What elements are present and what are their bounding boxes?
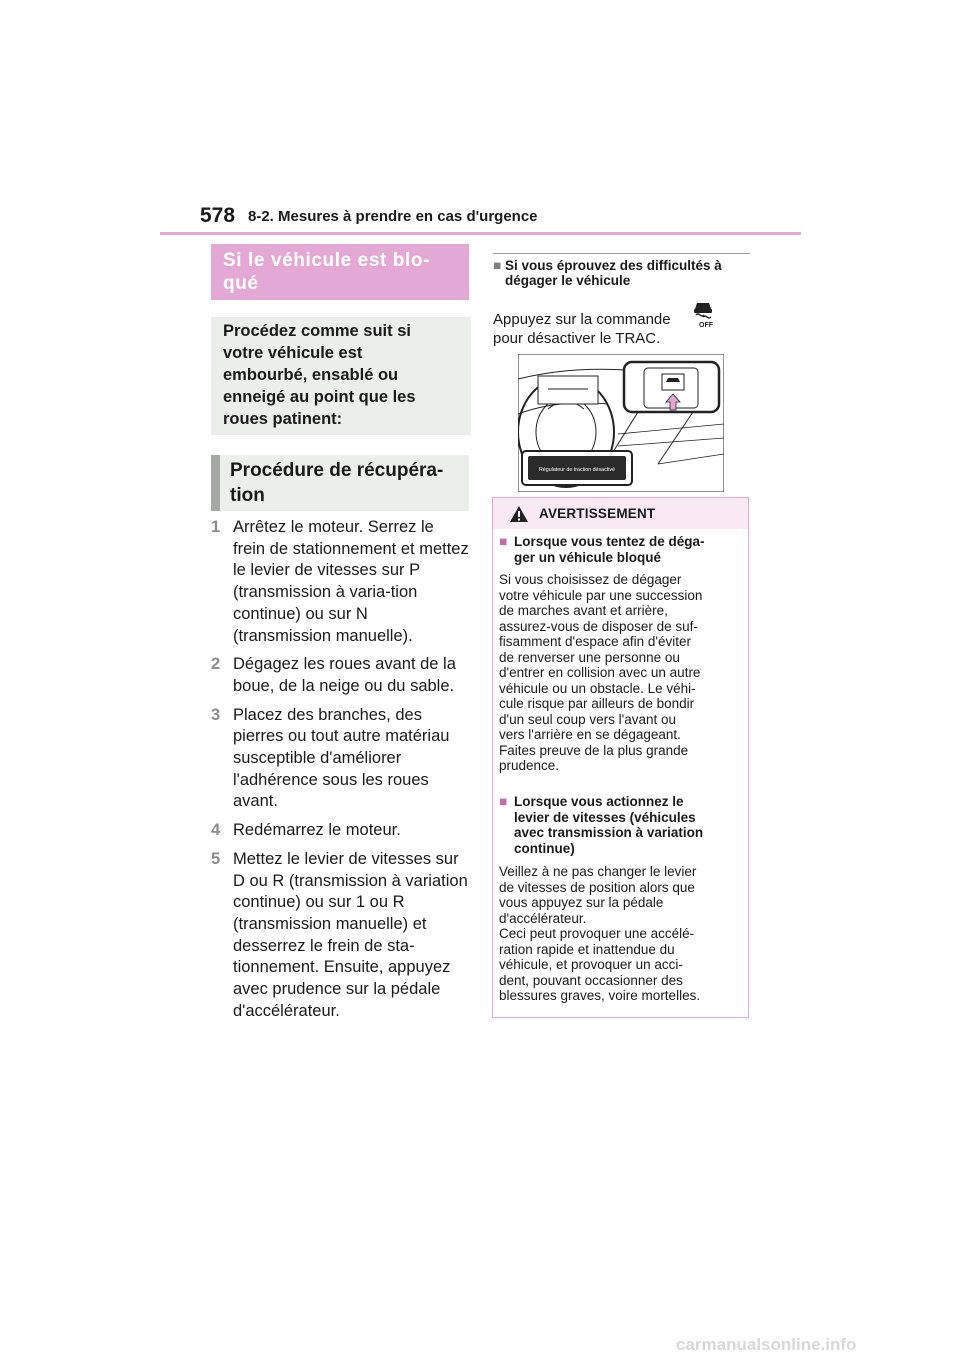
trac-label: Régulateur de traction désactivé bbox=[539, 467, 615, 473]
right-column-divider bbox=[493, 253, 750, 254]
square-bullet-icon: ■ bbox=[493, 258, 502, 273]
step-number: 4 bbox=[211, 821, 221, 840]
step-text: Mettez le levier de vitesses sur D ou R (transmission à variation continue) ou sur 1 ou R (transmission manuelle) et desserrez le frein de sta-tionnement. Ensuite, appuyez avec prudence sur la pédale d'accélérateur. bbox=[233, 849, 468, 1020]
procedure-heading-text: Procédure de récupéra- tion bbox=[230, 460, 444, 506]
warning-heading-shift bbox=[499, 794, 744, 856]
square-bullet-icon: ■ bbox=[499, 794, 508, 809]
trac-switch-illustration bbox=[518, 354, 724, 492]
page-number: 578 bbox=[200, 204, 236, 227]
warning-paragraph-stuck: Si vous choisissez de dégager votre véhicule par une succession de marches avant et arrière, assurez-vous de disposer de suf- fisamment d'espace afin d'éviter de renverser une personne ou d'entrer en collision avec un autre véhicule ou un obstacle. Le véhi- cule risque par ailleurs de bondir d'un seul coup vers l'avant ou vers l'arrière en se dégageant. Faites preuve de la plus grande prudence. bbox=[499, 572, 703, 773]
difficulty-heading bbox=[493, 258, 751, 288]
warning-heading-stuck-text: Lorsque vous tentez de déga- ger un véhicule bloqué bbox=[514, 534, 705, 565]
step-number: 1 bbox=[211, 518, 221, 536]
step-number: 2 bbox=[211, 655, 221, 674]
procedure-heading bbox=[211, 455, 469, 511]
trac-off-icon-label: OFF bbox=[699, 322, 713, 328]
trac-instruction: Appuyez sur la commande pour désactiver le TRAC. bbox=[493, 311, 671, 347]
step-item bbox=[211, 820, 469, 842]
warning-heading-shift-text: Lorsque vous actionnez le levier de vitesses (véhicules avec transmission à variation continue) bbox=[514, 794, 704, 856]
warning-triangle-icon bbox=[509, 505, 529, 523]
stuck-vehicle-heading bbox=[211, 244, 469, 300]
step-number: 5 bbox=[211, 849, 221, 868]
step-item bbox=[211, 849, 469, 1023]
square-bullet-icon: ■ bbox=[499, 534, 508, 549]
warning-paragraph-shift: Veillez à ne pas changer le levier de vitesses de position alors que vous appuyez sur la pédale d'accélérateur. Ceci peut provoquer une accélé- ration rapide et inattendue du véhicule, et provoquer un acci- dent, pouvant occasionner des blessures graves, voire mortelles. bbox=[499, 864, 701, 1003]
recovery-steps bbox=[211, 517, 469, 1029]
trac-off-icon bbox=[690, 300, 716, 328]
warning-title: AVERTISSEMENT bbox=[539, 506, 656, 521]
step-text: Arrêtez le moteur. Serrez le frein de stationnement et mettez le levier de vitesses sur P (transmission à varia-tion continue) ou sur N (transmission manuelle). bbox=[233, 518, 469, 645]
intro-box bbox=[211, 317, 471, 435]
warning-box bbox=[492, 497, 749, 1018]
step-text: Redémarrez le moteur. bbox=[233, 821, 401, 840]
intro-text: Procédez comme suit si votre véhicule est embourbé, ensablé ou enneigé au point que les roues patinent: bbox=[223, 322, 416, 428]
difficulty-heading-text: Si vous éprouvez des difficultés à dégager le véhicule bbox=[505, 258, 722, 288]
step-number: 3 bbox=[211, 705, 221, 724]
step-text: Dégagez les roues avant de la boue, de la neige ou du sable. bbox=[233, 655, 456, 695]
warning-heading-stuck bbox=[499, 534, 744, 565]
header-divider bbox=[160, 232, 801, 235]
watermark: carmanualsonline.info bbox=[676, 1335, 857, 1354]
step-text: Placez des branches, des pierres ou tout autre matériau susceptible d'améliorer l'adhérence sous les roues avant. bbox=[233, 705, 450, 811]
step-item bbox=[211, 705, 469, 814]
stuck-vehicle-heading-text: Si le véhicule est blo- qué bbox=[223, 250, 431, 294]
step-item bbox=[211, 517, 469, 647]
step-item bbox=[211, 654, 469, 697]
section-title: 8-2. Mesures à prendre en cas d'urgence bbox=[248, 208, 538, 225]
